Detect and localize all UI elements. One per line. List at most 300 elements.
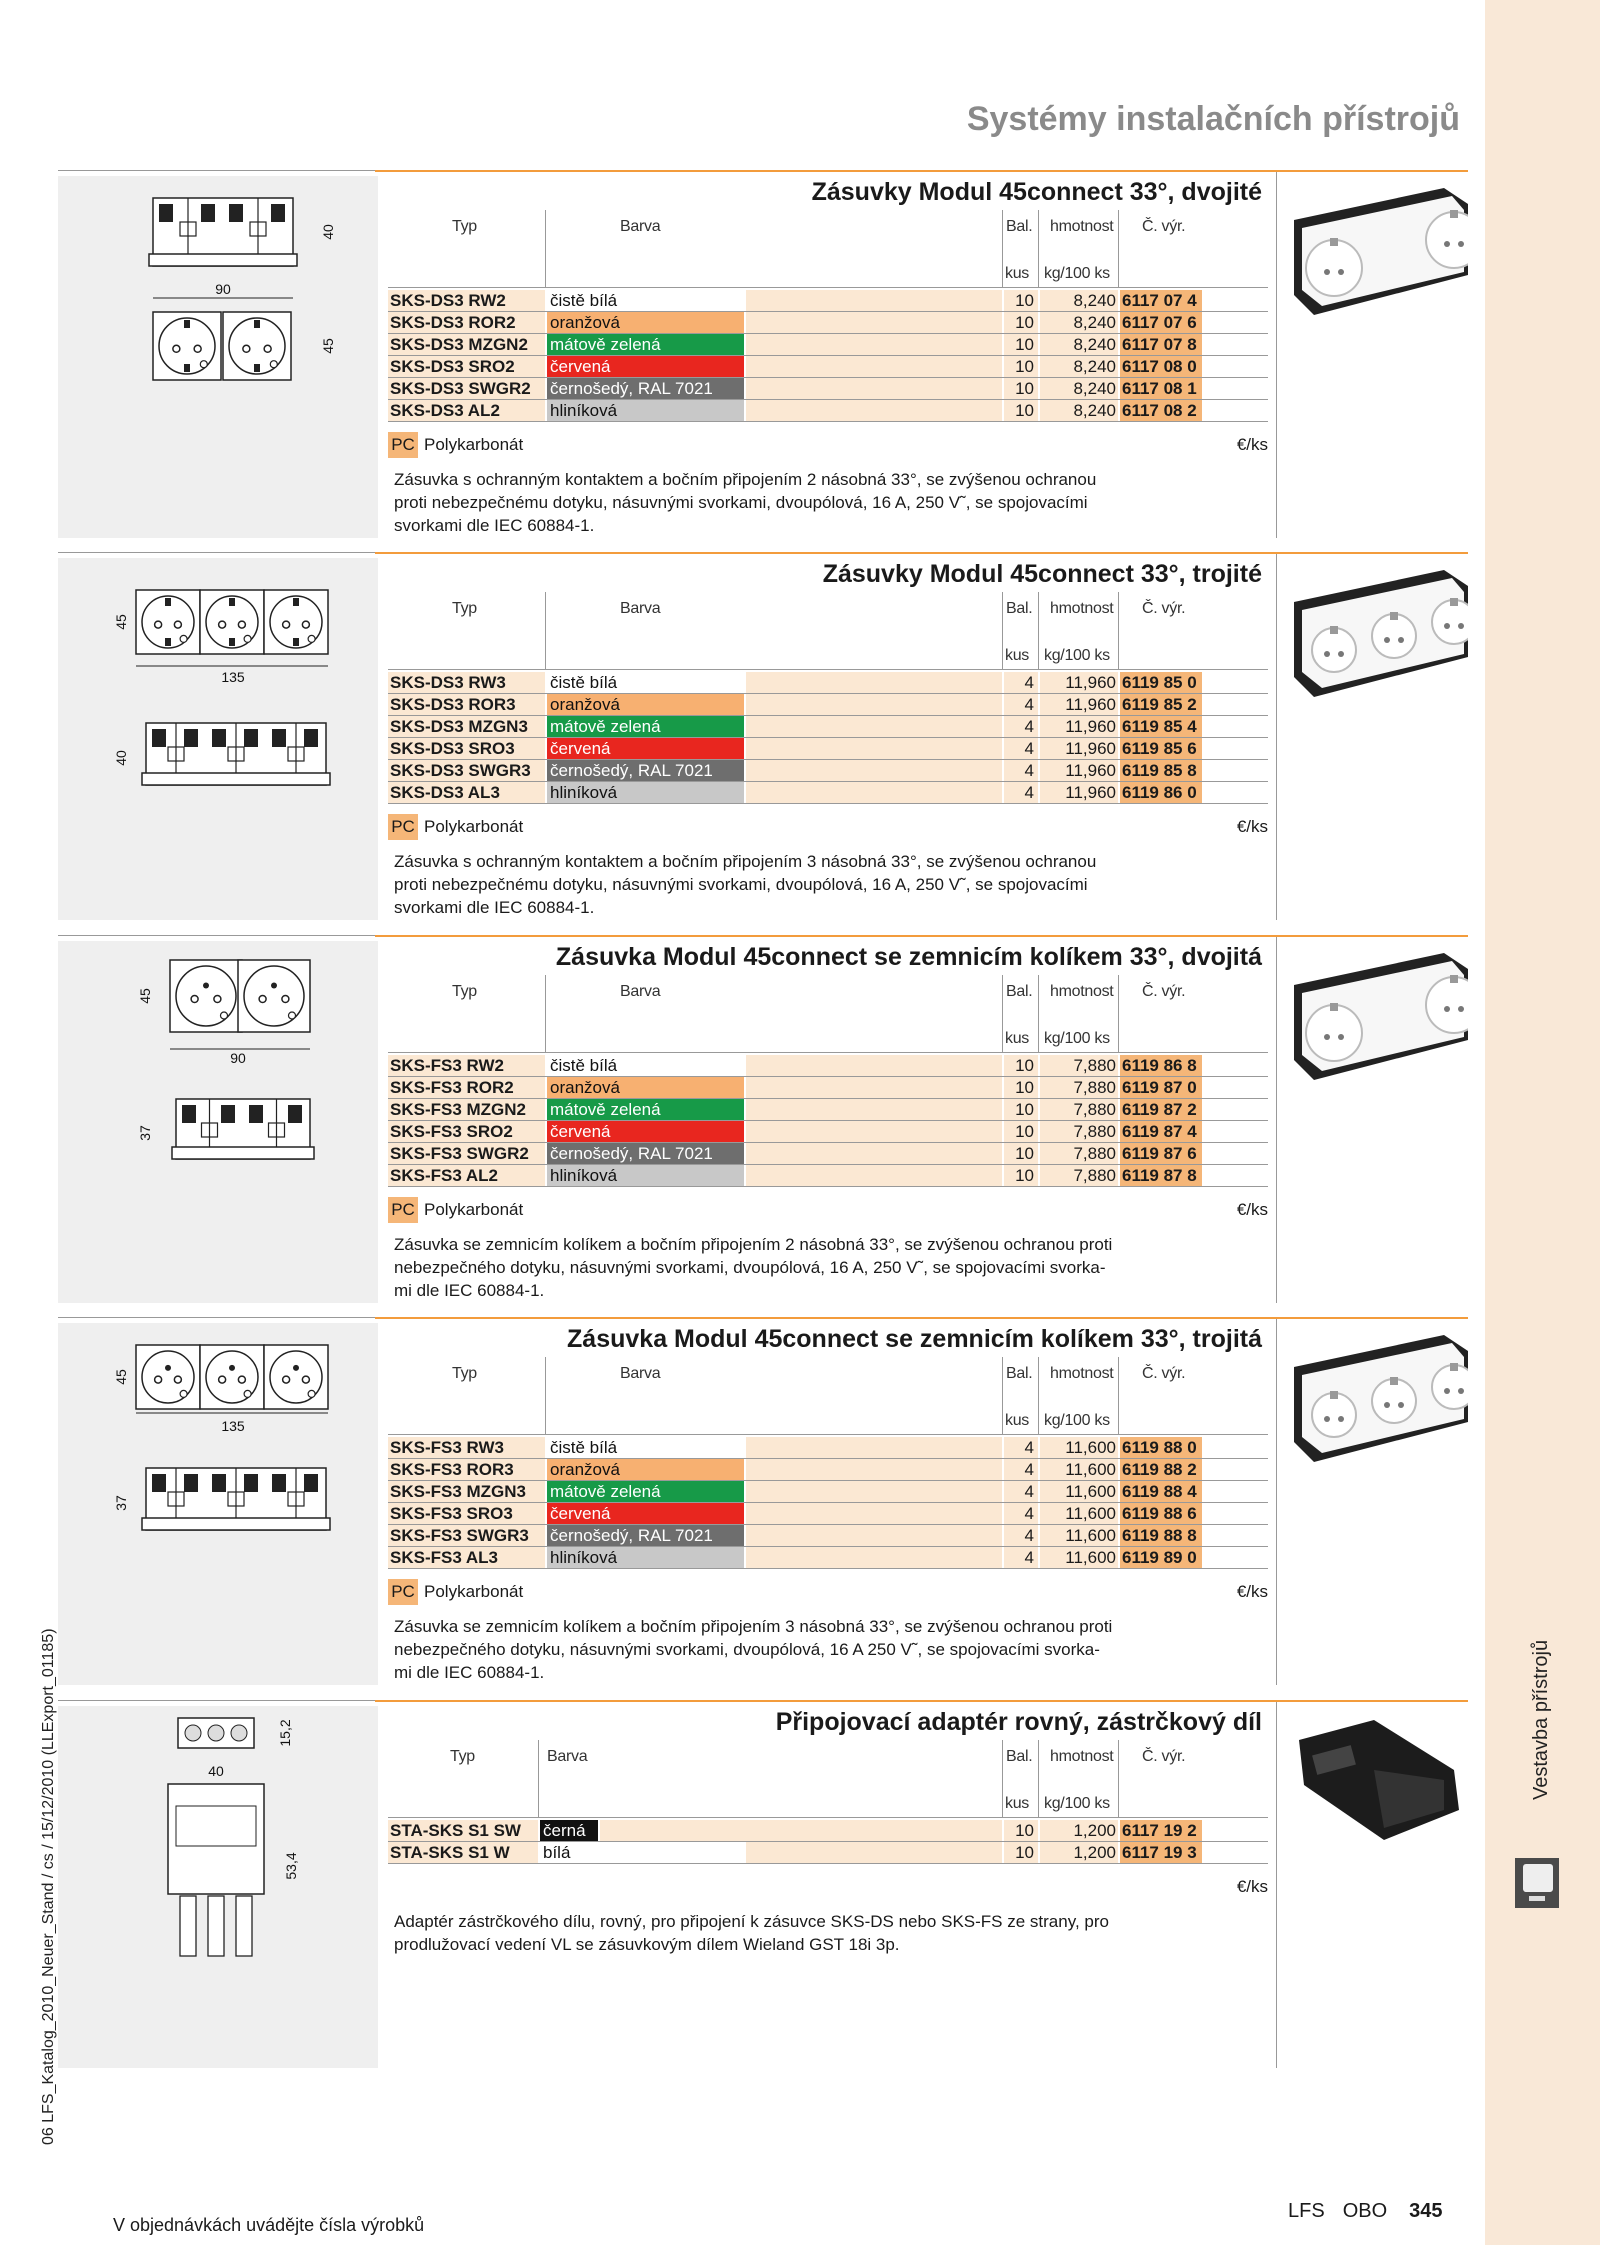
dim-width: 135: [221, 669, 245, 685]
cell-article-number: 6119 85 8: [1120, 760, 1202, 781]
socket-drawing: [264, 1345, 328, 1409]
cell-type: SKS-DS3 AL2: [388, 400, 545, 421]
cell-weight: 11,960: [1040, 760, 1118, 781]
table-header-weight-unit: kg/100 ks: [1044, 647, 1110, 664]
material-badge: PC: [388, 1197, 418, 1223]
cell-bal: 4: [1004, 1437, 1038, 1458]
cell-article-number: 6119 85 6: [1120, 738, 1202, 759]
header-separator: [545, 592, 546, 669]
dim-height-top: 45: [113, 1369, 129, 1385]
divider: [58, 552, 375, 553]
cell-article-number: 6119 88 0: [1120, 1437, 1202, 1458]
cell-type: SKS-DS3 RW2: [388, 290, 545, 311]
cell-bal: 10: [1004, 1121, 1038, 1142]
cell-type: SKS-FS3 RW2: [388, 1055, 545, 1076]
material-row: [388, 812, 1268, 842]
cell-color: oranžová: [547, 1077, 744, 1098]
cell-type: SKS-FS3 ROR2: [388, 1077, 545, 1098]
dim-height-bottom: 53,4: [283, 1852, 299, 1880]
header-separator: [1118, 210, 1119, 287]
header-separator: [545, 975, 546, 1052]
cell-article-number: 6119 87 2: [1120, 1099, 1202, 1120]
cell-weight: 11,600: [1040, 1459, 1118, 1480]
description-line: proti nebezpečnému dotyku, násuvnými svorkami, dvoupólová, 16 A, 250 V˜, se spojovacími: [394, 493, 1088, 512]
cell-article-number: 6117 08 0: [1120, 356, 1202, 377]
cell-type: SKS-DS3 ROR2: [388, 312, 545, 333]
cell-spacer: [746, 356, 1002, 377]
cell-weight: 11,600: [1040, 1525, 1118, 1546]
table-header-weight: hmotnost: [1050, 218, 1114, 235]
table-row: [388, 1077, 1268, 1099]
cell-spacer: [746, 1099, 1002, 1120]
cell-article-number: 6117 19 3: [1120, 1842, 1202, 1863]
dim-height-bottom: 40: [113, 750, 129, 766]
table-header-bal-unit: kus: [1005, 1030, 1029, 1047]
drawing-panel: [58, 941, 378, 1303]
product-description: [394, 1615, 1224, 1684]
cell-article-number: 6119 85 4: [1120, 716, 1202, 737]
cell-color: čistě bílá: [547, 672, 744, 693]
cell-bal: 10: [1004, 290, 1038, 311]
header-separator: [1002, 210, 1003, 287]
drawing-panel: [58, 558, 378, 920]
cell-article-number: 6117 07 6: [1120, 312, 1202, 333]
product-photo: [1284, 180, 1468, 320]
cell-type: SKS-FS3 RW3: [388, 1437, 545, 1458]
cell-article-number: 6119 86 8: [1120, 1055, 1202, 1076]
cell-color: čistě bílá: [547, 1437, 744, 1458]
header-separator: [1002, 1740, 1003, 1817]
table-header-bal: Bal.: [1006, 600, 1033, 617]
side-view-drawing: [142, 723, 330, 785]
cell-spacer: [746, 312, 1002, 333]
cell-bal: 4: [1004, 716, 1038, 737]
cell-weight: 1,200: [1040, 1820, 1118, 1841]
cell-article-number: 6117 07 4: [1120, 290, 1202, 311]
table-header-type: Typ: [452, 600, 477, 617]
cell-color: čistě bílá: [547, 1055, 744, 1076]
section-title: Připojovací adaptér rovný, zástrčkový díl: [775, 1708, 1262, 1736]
cell-color: hliníková: [547, 1165, 744, 1186]
material-name: Polykarbonát: [424, 435, 524, 454]
product-photo: [1284, 1710, 1468, 1850]
divider: [1276, 554, 1277, 920]
dim-height-top: 45: [137, 988, 153, 1004]
cell-color: bílá: [540, 1842, 744, 1863]
sidebar-strip: [1485, 0, 1600, 2245]
technical-drawing: [58, 176, 378, 538]
table-row: [388, 1121, 1268, 1143]
table-header-weight-unit: kg/100 ks: [1044, 1412, 1110, 1429]
product-section: [58, 170, 1468, 540]
cell-article-number: 6119 87 0: [1120, 1077, 1202, 1098]
cell-weight: 11,960: [1040, 782, 1118, 803]
table-header-bal-unit: kus: [1005, 265, 1029, 282]
table-header-weight: hmotnost: [1050, 983, 1114, 1000]
material-badge: PC: [388, 1579, 418, 1605]
cell-spacer: [746, 1481, 1002, 1502]
side-view-drawing: [142, 1468, 330, 1530]
table-row: [388, 1437, 1268, 1459]
section-title: Zásuvka Modul 45connect se zemnicím kolíkem 33°, dvojitá: [555, 943, 1262, 971]
cell-color: oranžová: [547, 312, 744, 333]
section-title: Zásuvka Modul 45connect se zemnicím kolíkem 33°, trojitá: [567, 1325, 1262, 1353]
cell-color: černošedý, RAL 7021: [547, 1525, 744, 1546]
table-row: [388, 1055, 1268, 1077]
cell-color: černá: [540, 1820, 598, 1841]
cell-type: SKS-FS3 MZGN2: [388, 1099, 545, 1120]
cell-bal: 10: [1004, 356, 1038, 377]
cell-spacer: [746, 334, 1002, 355]
cell-spacer: [746, 1055, 1002, 1076]
cell-bal: 10: [1004, 400, 1038, 421]
cell-spacer: [746, 400, 1002, 421]
cell-weight: 8,240: [1040, 290, 1118, 311]
header-separator: [1118, 1357, 1119, 1434]
header-separator: [1118, 975, 1119, 1052]
cell-type: SKS-DS3 SRO2: [388, 356, 545, 377]
table-header-bal-unit: kus: [1005, 1412, 1029, 1429]
page-number: 345: [1409, 2200, 1443, 2222]
divider: [58, 1700, 375, 1701]
header-underline: [388, 1052, 1268, 1053]
header-separator: [1038, 975, 1039, 1052]
cell-type: SKS-FS3 ROR3: [388, 1459, 545, 1480]
header-separator: [1118, 592, 1119, 669]
socket-drawing: [136, 590, 200, 654]
cell-bal: 4: [1004, 694, 1038, 715]
divider: [375, 1317, 1468, 1319]
technical-drawing: [58, 1706, 378, 2068]
dim-width: 90: [215, 281, 231, 297]
table-row: [388, 400, 1268, 422]
cell-spacer: [746, 1165, 1002, 1186]
header-separator: [545, 1357, 546, 1434]
cell-type: SKS-DS3 AL3: [388, 782, 545, 803]
cell-article-number: 6119 86 0: [1120, 782, 1202, 803]
table-row: [388, 1099, 1268, 1121]
header-underline: [388, 287, 1268, 288]
cell-color: červená: [547, 738, 744, 759]
cell-type: SKS-FS3 SWGR2: [388, 1143, 545, 1164]
table-row: [388, 290, 1268, 312]
dim-width: 135: [221, 1418, 245, 1434]
description-line: Zásuvka s ochranným kontaktem a bočním připojením 3 násobná 33°, se zvýšenou ochranou: [394, 852, 1097, 871]
product-description: [394, 468, 1224, 537]
cell-color: mátově zelená: [547, 716, 744, 737]
cell-type: SKS-DS3 RW3: [388, 672, 545, 693]
description-line: Zásuvka s ochranným kontaktem a bočním připojením 2 násobná 33°, se zvýšenou ochranou: [394, 470, 1097, 489]
cell-spacer: [746, 290, 1002, 311]
product-photo: [1284, 1327, 1468, 1467]
technical-drawing: [58, 1323, 378, 1685]
cell-spacer: [746, 1525, 1002, 1546]
cell-bal: 4: [1004, 782, 1038, 803]
dim-height-bottom: 37: [137, 1125, 153, 1141]
drawing-panel: [58, 1706, 378, 2068]
cell-article-number: 6119 87 4: [1120, 1121, 1202, 1142]
side-view-drawing: [149, 198, 297, 266]
table-header-bal-unit: kus: [1005, 647, 1029, 664]
header-underline: [388, 1817, 1268, 1818]
cell-bal: 4: [1004, 1503, 1038, 1524]
brand-obo: OBO: [1342, 2200, 1388, 2222]
header-underline: [388, 669, 1268, 670]
divider: [58, 1317, 375, 1318]
cell-color: oranžová: [547, 1459, 744, 1480]
cell-spacer: [746, 1459, 1002, 1480]
divider: [1276, 1702, 1277, 2068]
cell-type: SKS-FS3 AL3: [388, 1547, 545, 1568]
header-separator: [1038, 1740, 1039, 1817]
table-header-art: Č. výr.: [1142, 1748, 1186, 1765]
cell-color: oranžová: [547, 694, 744, 715]
description-line: svorkami dle IEC 60884-1.: [394, 898, 595, 917]
cell-article-number: 6119 88 4: [1120, 1481, 1202, 1502]
cell-bal: 4: [1004, 1459, 1038, 1480]
header-separator: [545, 210, 546, 287]
table-row: [388, 782, 1268, 804]
cell-bal: 10: [1004, 1165, 1038, 1186]
table-header-art: Č. výr.: [1142, 218, 1186, 235]
table-header-art: Č. výr.: [1142, 600, 1186, 617]
table-header-color: Barva: [620, 600, 661, 617]
table-header-bal: Bal.: [1006, 218, 1033, 235]
product-section: [58, 1317, 1468, 1687]
product-description: [394, 1233, 1224, 1302]
socket-drawing: [264, 590, 328, 654]
section-title: Zásuvky Modul 45connect 33°, trojité: [822, 560, 1262, 588]
cell-color: červená: [547, 1121, 744, 1142]
cell-bal: 10: [1004, 1099, 1038, 1120]
description-line: prodlužovací vedení VL se zásuvkovým dílem Wieland GST 18i 3p.: [394, 1935, 900, 1954]
description-line: nebezpečného dotyku, násuvnými svorkami, dvoupólová, 16 A, 250 V˜, se spojovacími svorka-: [394, 1258, 1106, 1277]
product-section: [58, 552, 1468, 922]
price-unit: €/ks: [1236, 1582, 1268, 1601]
cell-bal: 10: [1004, 1820, 1038, 1841]
table-row: [388, 1459, 1268, 1481]
cell-weight: 1,200: [1040, 1842, 1118, 1863]
table-row: [388, 378, 1268, 400]
socket-drawing: [153, 312, 221, 380]
header-separator: [538, 1740, 539, 1817]
description-line: mi dle IEC 60884-1.: [394, 1281, 545, 1300]
adapter-drawing: [168, 1718, 264, 1956]
material-name: Polykarbonát: [424, 1200, 524, 1219]
table-row: [388, 1525, 1268, 1547]
table-header-type: Typ: [450, 1748, 475, 1765]
cell-type: STA-SKS S1 W: [388, 1842, 538, 1863]
table-row: [388, 694, 1268, 716]
description-line: proti nebezpečnému dotyku, násuvnými svorkami, dvoupólová, 16 A, 250 V˜, se spojovacími: [394, 875, 1088, 894]
price-unit: €/ks: [1236, 1877, 1268, 1896]
table-header-bal: Bal.: [1006, 1365, 1033, 1382]
cell-type: SKS-FS3 SRO3: [388, 1503, 545, 1524]
table-header-color: Barva: [620, 1365, 661, 1382]
cell-bal: 4: [1004, 672, 1038, 693]
cell-type: SKS-FS3 SWGR3: [388, 1525, 545, 1546]
divider: [375, 552, 1468, 554]
technical-drawing: [58, 941, 378, 1303]
table-header-art: Č. výr.: [1142, 1365, 1186, 1382]
cell-spacer: [746, 694, 1002, 715]
material-row: [388, 1577, 1268, 1607]
cell-color: černošedý, RAL 7021: [547, 378, 744, 399]
cell-article-number: 6119 88 6: [1120, 1503, 1202, 1524]
price-unit: €/ks: [1236, 435, 1268, 454]
cell-color: červená: [547, 1503, 744, 1524]
socket-drawing: [223, 312, 291, 380]
dim-width: 40: [208, 1763, 224, 1779]
table-header-type: Typ: [452, 983, 477, 1000]
cell-spacer: [746, 1437, 1002, 1458]
description-line: Zásuvka se zemnicím kolíkem a bočním připojením 3 násobná 33°, se zvýšenou ochranou proti: [394, 1617, 1113, 1636]
cell-weight: 7,880: [1040, 1099, 1118, 1120]
cell-article-number: 6117 19 2: [1120, 1820, 1202, 1841]
cell-color: černošedý, RAL 7021: [547, 760, 744, 781]
table-row: [388, 716, 1268, 738]
product-image: [1284, 1327, 1468, 1467]
cell-weight: 11,600: [1040, 1437, 1118, 1458]
socket-drawing: [170, 960, 242, 1032]
catalog-note: 06 LFS_Katalog_2010_Neuer_Stand / cs / 15/12/2010 (LLExport_01185): [40, 1628, 57, 2145]
table-row: [388, 1165, 1268, 1187]
cell-weight: 11,600: [1040, 1547, 1118, 1568]
table-header-weight-unit: kg/100 ks: [1044, 1795, 1110, 1812]
product-description: [394, 1910, 1224, 1956]
cell-color: hliníková: [547, 400, 744, 421]
material-badge: PC: [388, 814, 418, 840]
table-header-weight: hmotnost: [1050, 1365, 1114, 1382]
material-badge: PC: [388, 432, 418, 458]
page-title: Systémy instalačních přístrojů: [966, 100, 1460, 138]
cell-bal: 4: [1004, 1481, 1038, 1502]
header-separator: [1038, 1357, 1039, 1434]
cell-spacer: [746, 1121, 1002, 1142]
header-separator: [1002, 592, 1003, 669]
cell-type: SKS-FS3 AL2: [388, 1165, 545, 1186]
cell-weight: 7,880: [1040, 1121, 1118, 1142]
product-photo: [1284, 562, 1468, 702]
divider: [375, 170, 1468, 172]
table-header-color: Barva: [620, 983, 661, 1000]
cell-article-number: 6119 85 0: [1120, 672, 1202, 693]
cell-color: čistě bílá: [547, 290, 744, 311]
product-description: [394, 850, 1224, 919]
cell-article-number: 6117 07 8: [1120, 334, 1202, 355]
section-title: Zásuvky Modul 45connect 33°, dvojité: [811, 178, 1262, 206]
cell-article-number: 6119 87 8: [1120, 1165, 1202, 1186]
cell-color: mátově zelená: [547, 1481, 744, 1502]
cell-bal: 4: [1004, 1525, 1038, 1546]
cell-color: mátově zelená: [547, 1099, 744, 1120]
table-row: [388, 1547, 1268, 1569]
table-header-bal: Bal.: [1006, 983, 1033, 1000]
cell-spacer: [746, 782, 1002, 803]
socket-drawing: [136, 1345, 200, 1409]
side-view-drawing: [172, 1099, 314, 1159]
table-row: [388, 1143, 1268, 1165]
cell-article-number: 6119 88 2: [1120, 1459, 1202, 1480]
divider: [1276, 937, 1277, 1303]
drawing-panel: [58, 176, 378, 538]
side-category-label: [1530, 1770, 1553, 1800]
table-row: [388, 312, 1268, 334]
description-line: Adaptér zástrčkového dílu, rovný, pro připojení k zásuvce SKS-DS nebo SKS-FS ze strany, pro: [394, 1912, 1109, 1931]
divider: [58, 170, 375, 171]
material-row: [388, 1195, 1268, 1225]
header-separator: [1002, 1357, 1003, 1434]
cell-weight: 11,960: [1040, 738, 1118, 759]
table-header-bal-unit: kus: [1005, 1795, 1029, 1812]
cell-bal: 10: [1004, 312, 1038, 333]
category-thumbnail-icon: [1515, 1858, 1559, 1908]
cell-type: SKS-DS3 SWGR3: [388, 760, 545, 781]
cell-bal: 10: [1004, 1143, 1038, 1164]
cell-weight: 8,240: [1040, 312, 1118, 333]
cell-type: STA-SKS S1 SW: [388, 1820, 538, 1841]
header-separator: [1118, 1740, 1119, 1817]
cell-spacer: [746, 716, 1002, 737]
cell-type: SKS-FS3 MZGN3: [388, 1481, 545, 1502]
cell-spacer: [746, 1077, 1002, 1098]
description-line: nebezpečného dotyku, násuvnými svorkami, dvoupólová, 16 A 250 V˜, se spojovacími svorka-: [394, 1640, 1100, 1659]
cell-color: hliníková: [547, 782, 744, 803]
header-underline: [388, 1434, 1268, 1435]
description-line: mi dle IEC 60884-1.: [394, 1663, 545, 1682]
table-header-weight-unit: kg/100 ks: [1044, 1030, 1110, 1047]
table-header-color: Barva: [547, 1748, 588, 1765]
cell-bal: 10: [1004, 378, 1038, 399]
material-row: [388, 430, 1268, 460]
cell-weight: 7,880: [1040, 1055, 1118, 1076]
cell-spacer: [746, 1503, 1002, 1524]
dim-width: 90: [230, 1050, 246, 1066]
header-separator: [1038, 592, 1039, 669]
cell-spacer: [746, 672, 1002, 693]
divider: [375, 1700, 1468, 1702]
cell-weight: 8,240: [1040, 400, 1118, 421]
cell-spacer: [746, 1143, 1002, 1164]
divider: [58, 935, 375, 936]
material-name: Polykarbonát: [424, 817, 524, 836]
header-separator: [1038, 210, 1039, 287]
divider: [1276, 1319, 1277, 1685]
cell-weight: 7,880: [1040, 1143, 1118, 1164]
cell-weight: 8,240: [1040, 356, 1118, 377]
product-section: [58, 935, 1468, 1305]
brand-lfs: LFS: [1288, 2200, 1325, 2222]
price-unit: €/ks: [1236, 1200, 1268, 1219]
cell-spacer: [746, 760, 1002, 781]
product-image: [1284, 180, 1468, 320]
cell-bal: 10: [1004, 334, 1038, 355]
dim-height-bottom: 37: [113, 1495, 129, 1511]
description-line: svorkami dle IEC 60884-1.: [394, 516, 595, 535]
cell-weight: 7,880: [1040, 1077, 1118, 1098]
cell-type: SKS-DS3 SRO3: [388, 738, 545, 759]
cell-bal: 4: [1004, 760, 1038, 781]
cell-bal: 10: [1004, 1842, 1038, 1863]
cell-weight: 11,600: [1040, 1481, 1118, 1502]
cell-article-number: 6119 85 2: [1120, 694, 1202, 715]
cell-article-number: 6119 89 0: [1120, 1547, 1202, 1568]
product-image: [1284, 562, 1468, 702]
table-header-type: Typ: [452, 1365, 477, 1382]
table-row: [388, 1820, 1268, 1842]
cell-type: SKS-FS3 SRO2: [388, 1121, 545, 1142]
cell-bal: 10: [1004, 1055, 1038, 1076]
